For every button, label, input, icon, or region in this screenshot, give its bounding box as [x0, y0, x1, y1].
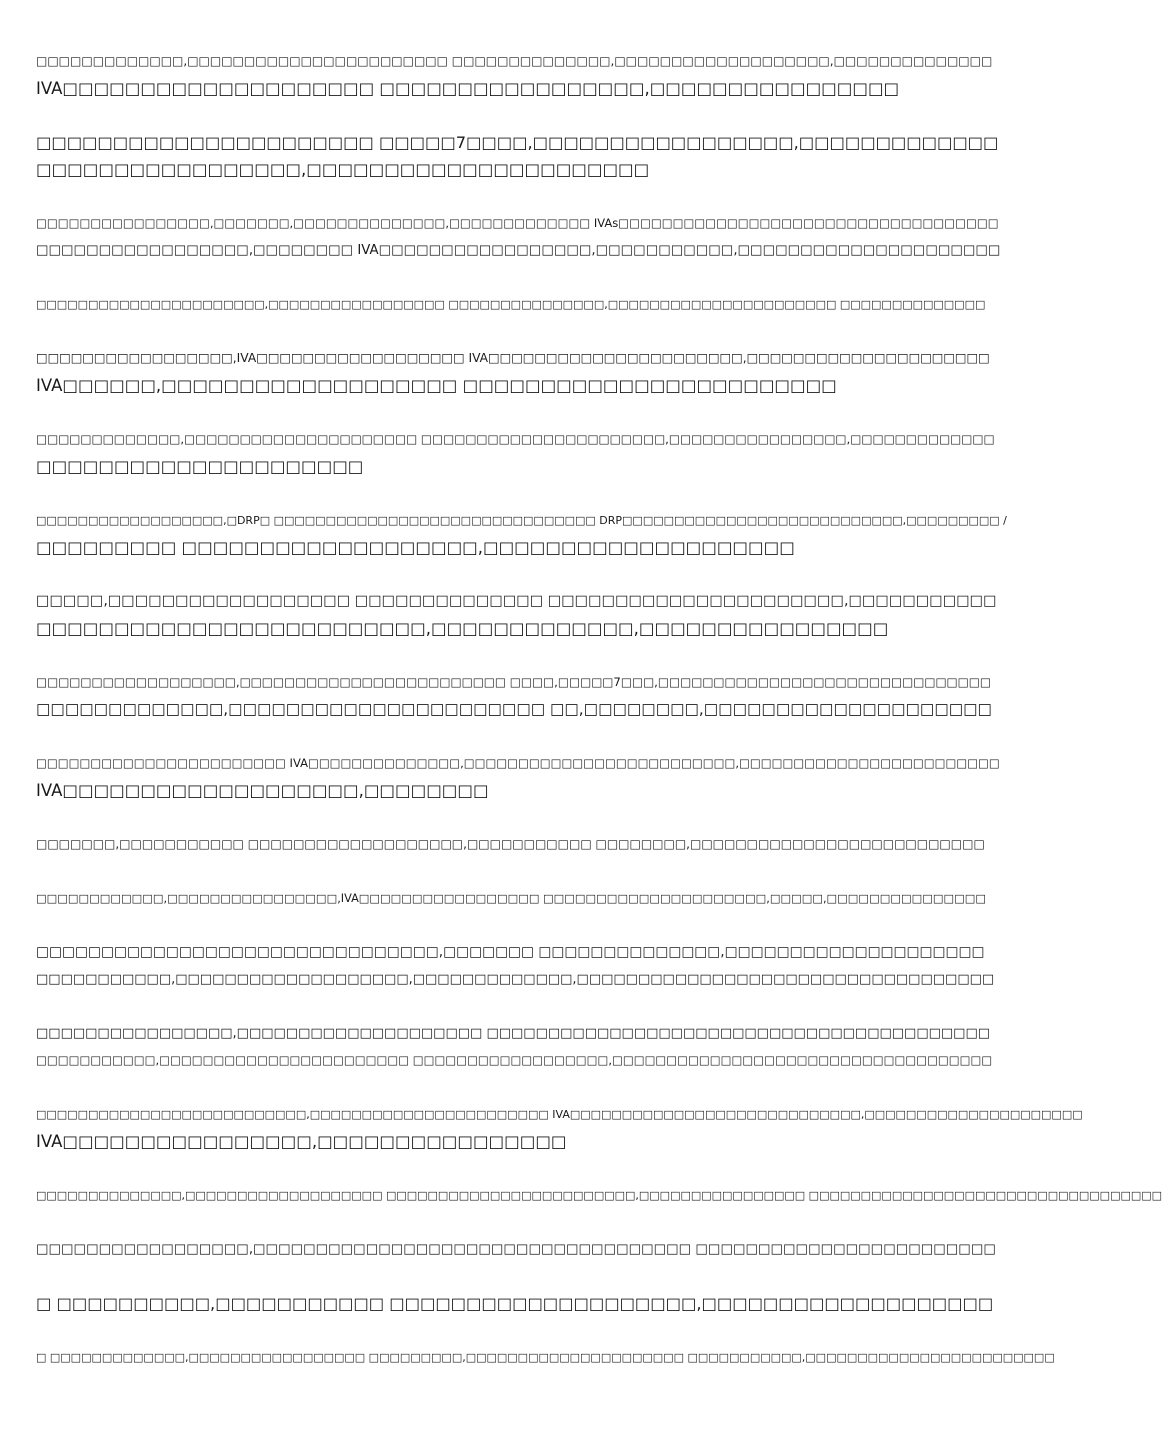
- paragraph: [36, 291, 988, 318]
- paragraph-line: □□□□□□□□□□□□□□□□□□□□□□ □□□□□7□□□□,□□□□□□□□□□□□□□□□□,□□□□□□□□□□□□□: [36, 133, 999, 152]
- paragraph: [36, 1101, 1083, 1155]
- paragraph-line: IVA□□□□□□□□□□□□□□□□,□□□□□□□□□□□□□□□□: [36, 1132, 567, 1151]
- paragraph: [36, 1344, 1055, 1371]
- paragraph: [36, 129, 999, 183]
- paragraph-line: □□□□□□□□□□□□□□□□□,□□□□□□□□□□□□□□□□□□□□□□: [36, 160, 650, 179]
- paragraph-line: □□□□□□□□□□□□□□□□,□□□□□□□,□□□□□□□□□□□□□□,□□□□□□□□□□□□□ IVAs□□□□□□□□□□□□□□□□□□□□□□□□□□□□□□□□□□□: [36, 216, 999, 230]
- paragraph-line: □□□□□□□□□□□□□□□□□,□□□□□□□□□□□□□□□□□□□□□□□□□□□□□□□□□□□ □□□□□□□□□□□□□□□□□□□□□□□□: [36, 1242, 996, 1257]
- paragraph: [36, 669, 992, 723]
- paragraph-line: □□□□□□□□□□□□□,□□□□□□□□□□□□□□□□□□□□□□ □□,□□□□□□□□,□□□□□□□□□□□□□□□□□□□□: [36, 700, 992, 718]
- paragraph-line: □□□□□□□□□□□□,□□□□□□□□□□□□□□□□,IVA□□□□□□□□□□□□□□□□□ □□□□□□□□□□□□□□□□□□□□□,□□□□□,□□□□□□□□□□□□□□□: [36, 892, 986, 905]
- paragraph-line: IVA□□□□□□□□□□□□□□□□□□□□ □□□□□□□□□□□□□□□□□,□□□□□□□□□□□□□□□□: [36, 79, 900, 98]
- paragraph-line: □□□□□□□□□□□□□,□□□□□□□□□□□□□□□□□□□□□ □□□□□□□□□□□□□□□□□□□□□□,□□□□□□□□□□□□□□□□,□□□□□□□□□□□□□: [36, 432, 995, 446]
- paragraph: [36, 1236, 996, 1263]
- paragraph-line: □□□□□,□□□□□□□□□□□□□□□□□□ □□□□□□□□□□□□□□ □□□□□□□□□□□□□□□□□□□□□□,□□□□□□□□□□□: [36, 593, 997, 609]
- paragraph-line: □□□□□□□□□□□□□□□□□□□□□□□□□,□□□□□□□□□□□□□,□□□□□□□□□□□□□□□□: [36, 619, 889, 638]
- paragraph-line: □ □□□□□□□□□□,□□□□□□□□□□□ □□□□□□□□□□□□□□□□□□□□,□□□□□□□□□□□□□□□□□□□: [36, 1294, 994, 1313]
- paragraph: [36, 750, 1000, 804]
- paragraph: [36, 507, 1007, 561]
- paragraph: [36, 588, 997, 642]
- paragraph: [36, 1290, 994, 1317]
- paragraph-line: □□□□□□□□□□□□□,□□□□□□□□□□□□□□□□□□□□□□□ □□□□□□□□□□□□□□,□□□□□□□□□□□□□□□□□□□,□□□□□□□□□□□□□□: [36, 54, 993, 68]
- paragraph: [36, 426, 995, 480]
- paragraph-line: □□□□□□□□□□□□□□□□□□□□□: [36, 457, 364, 476]
- paragraph-line: □□□□□□□□□□□□□□□□□□□□□□□□□□□□□□□,□□□□□□□ □□□□□□□□□□□□□□,□□□□□□□□□□□□□□□□□□□□: [36, 944, 985, 960]
- paragraph-line: □□□□□□□□□□□□□□□□□,□□□□□□□□ IVA□□□□□□□□□□□□□□□□□,□□□□□□□□□□□,□□□□□□□□□□□□□□□□□□□□□: [36, 243, 1001, 258]
- paragraph-line: □□□□□□□□□□□,□□□□□□□□□□□□□□□□□□□,□□□□□□□□□□□□□,□□□□□□□□□□□□□□□□□□□□□□□□□□□□□□□□□□: [36, 972, 995, 987]
- paragraph-line: □□□□□□□□□□□□□□□□□□□□□□□ IVA□□□□□□□□□□□□□□,□□□□□□□□□□□□□□□□□□□□□□□□□,□□□□□□□□□□□□□□□□□□□□□□□□: [36, 756, 1000, 770]
- paragraph-line: □□□□□□□□□ □□□□□□□□□□□□□□□□□□□,□□□□□□□□□□□□□□□□□□□□: [36, 538, 795, 557]
- paragraph: [36, 48, 993, 102]
- paragraph: [36, 831, 988, 858]
- paragraph-line: □□□□□□□,□□□□□□□□□□□ □□□□□□□□□□□□□□□□□□□,□□□□□□□□□□□ □□□□□□□□,□□□□□□□□□□□□□□□□□□□□□□□□□□: [36, 837, 985, 851]
- paragraph-line: □□□□□□□□□□□□□□□□,□□□□□□□□□□□□□□□□□□□□ □□□□□□□□□□□□□□□□□□□□□□□□□□□□□□□□□□□□□□□□□: [36, 1026, 991, 1041]
- paragraph-line: IVA□□□□□□,□□□□□□□□□□□□□□□□□□□ □□□□□□□□□□□□□□□□□□□□□□□□: [36, 376, 837, 395]
- paragraph-line: □□□□□□□□□□□□□□□□□□□□□□,□□□□□□□□□□□□□□□□□ □□□□□□□□□□□□□□□,□□□□□□□□□□□□□□□□□□□□□□ □□□□□□□□□□□□□□: [36, 298, 986, 311]
- paragraph-line: □□□□□□□□□□□□□□□□□,IVA□□□□□□□□□□□□□□□□□□ IVA□□□□□□□□□□□□□□□□□□□□□□,□□□□□□□□□□□□□□□□□□□□□: [36, 351, 990, 365]
- paragraph-line: □□□□□□□□□□□□□□□□□□,□DRP□ □□□□□□□□□□□□□□□□□□□□□□□□□□□□□□□ DRP□□□□□□□□□□□□□□□□□□□□□□□□□□□,□□□□□□□□□ /: [36, 514, 1007, 527]
- paragraph-line: □ □□□□□□□□□□□□□,□□□□□□□□□□□□□□□□□ □□□□□□□□□,□□□□□□□□□□□□□□□□□□□□□ □□□□□□□□□□□,□□□□□□□□□□□□□□□□□□□□□□□□: [36, 1351, 1055, 1364]
- paragraph: [36, 1182, 1162, 1209]
- paragraph: [36, 939, 995, 993]
- paragraph-line: □□□□□□□□□□□□□□□□□□□□□□□□□□,□□□□□□□□□□□□□□□□□□□□□□□ IVA□□□□□□□□□□□□□□□□□□□□□□□□□□□□,□□□□□□□□□□□□□□□□□□□□□: [36, 1108, 1083, 1121]
- paragraph: [36, 210, 1001, 264]
- paragraph-line: □□□□□□□□□□□,□□□□□□□□□□□□□□□□□□□□□□□ □□□□□□□□□□□□□□□□□□,□□□□□□□□□□□□□□□□□□□□□□□□□□□□□□□□□□□: [36, 1053, 993, 1067]
- paragraph: [36, 345, 988, 399]
- paragraph-line: □□□□□□□□□□□□□□□□□□,□□□□□□□□□□□□□□□□□□□□□□□□ □□□□,□□□□□7□□□,□□□□□□□□□□□□□□□□□□□□□□□□□□□□□□: [36, 675, 991, 689]
- paragraph-line: IVA□□□□□□□□□□□□□□□□□□□,□□□□□□□□: [36, 781, 489, 800]
- paragraph-line: □□□□□□□□□□□□□□,□□□□□□□□□□□□□□□□□□□ □□□□□□□□□□□□□□□□□□□□□□□□,□□□□□□□□□□□□□□□□ □□□□□□□□□□□□□□□□□□□□□□□□□□□□□□□□□□: [36, 1189, 1162, 1202]
- paragraph: [36, 1020, 993, 1074]
- paragraph: [36, 885, 988, 912]
